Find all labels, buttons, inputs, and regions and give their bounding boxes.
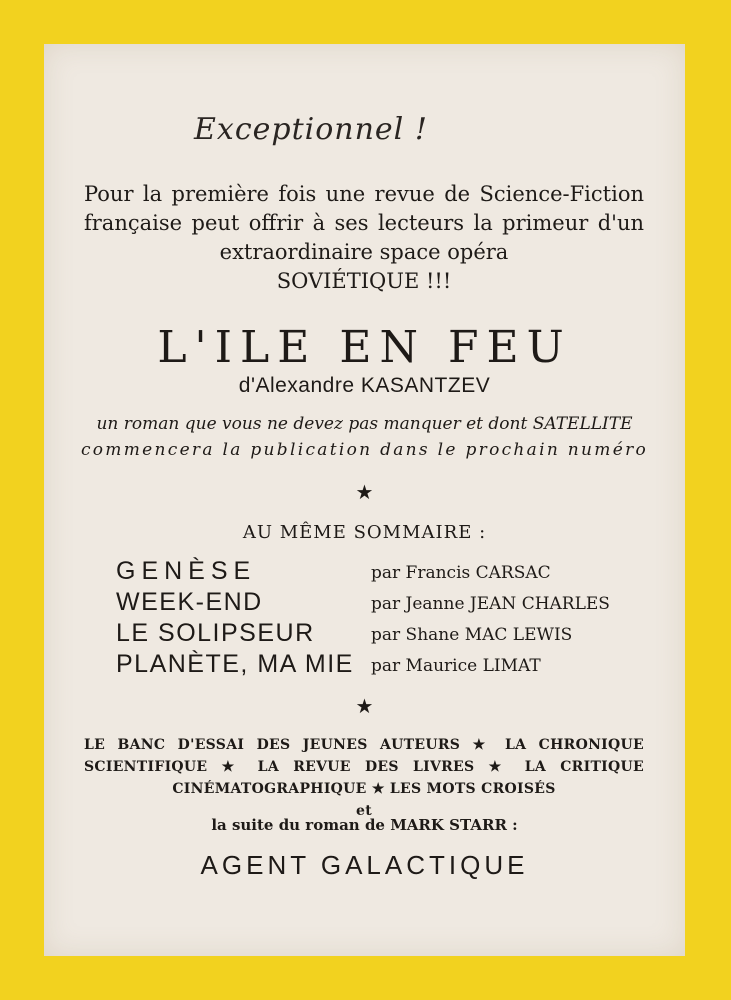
work-title: PLANÈTE, MA MIE	[116, 650, 354, 678]
intro-text: Pour la première fois une revue de Science-Fiction française peut offrir à ses lecteurs la primeur d'un extraordinaire space opéra	[84, 182, 644, 264]
serial-intro: la suite du roman de MARK STARR :	[211, 816, 518, 834]
works-list	[116, 557, 676, 681]
contents-line: LE BANC D'ESSAI DES JEUNES AUTEURS ★ LA CHRONIQUE	[84, 737, 644, 753]
work-title: WEEK-END	[116, 588, 263, 616]
magazine-page	[44, 44, 685, 956]
list-item	[116, 619, 676, 650]
work-author: par Shane MAC LEWIS	[371, 625, 573, 645]
novel-note-line1: un roman que vous ne devez pas manquer et dont SATELLITE	[96, 414, 633, 434]
intro-paragraph	[84, 180, 644, 296]
work-author: par Francis CARSAC	[371, 563, 551, 583]
star-icon: ★	[355, 480, 374, 504]
exceptionnel-heading: Exceptionnel !	[194, 112, 428, 147]
novel-author: d'Alexandre KASANTZEV	[238, 374, 491, 397]
work-author: par Jeanne JEAN CHARLES	[371, 594, 610, 614]
work-author: par Maurice LIMAT	[371, 656, 541, 676]
contents-line: SCIENTIFIQUE ★ LA REVUE DES LIVRES ★ LA CRITIQUE	[84, 759, 644, 775]
list-item	[116, 557, 676, 588]
work-title: GENÈSE	[116, 557, 257, 585]
contents-line: CINÉMATOGRAPHIQUE ★ LES MOTS CROISÉS	[172, 781, 556, 797]
star-icon: ★	[355, 694, 374, 718]
other-contents	[84, 734, 644, 822]
novel-title: L'ILE EN FEU	[157, 322, 572, 373]
serial-title: AGENT GALACTIQUE	[200, 850, 529, 880]
contents-and: et	[356, 803, 372, 819]
list-item	[116, 650, 676, 681]
work-title: LE SOLIPSEUR	[116, 619, 315, 647]
novel-note-line2: commencera la publication dans le prochain numéro	[80, 440, 649, 460]
intro-highlight: SOVIÉTIQUE !!!	[276, 269, 452, 293]
list-item	[116, 588, 676, 619]
summary-heading: AU MÊME SOMMAIRE :	[242, 522, 487, 543]
